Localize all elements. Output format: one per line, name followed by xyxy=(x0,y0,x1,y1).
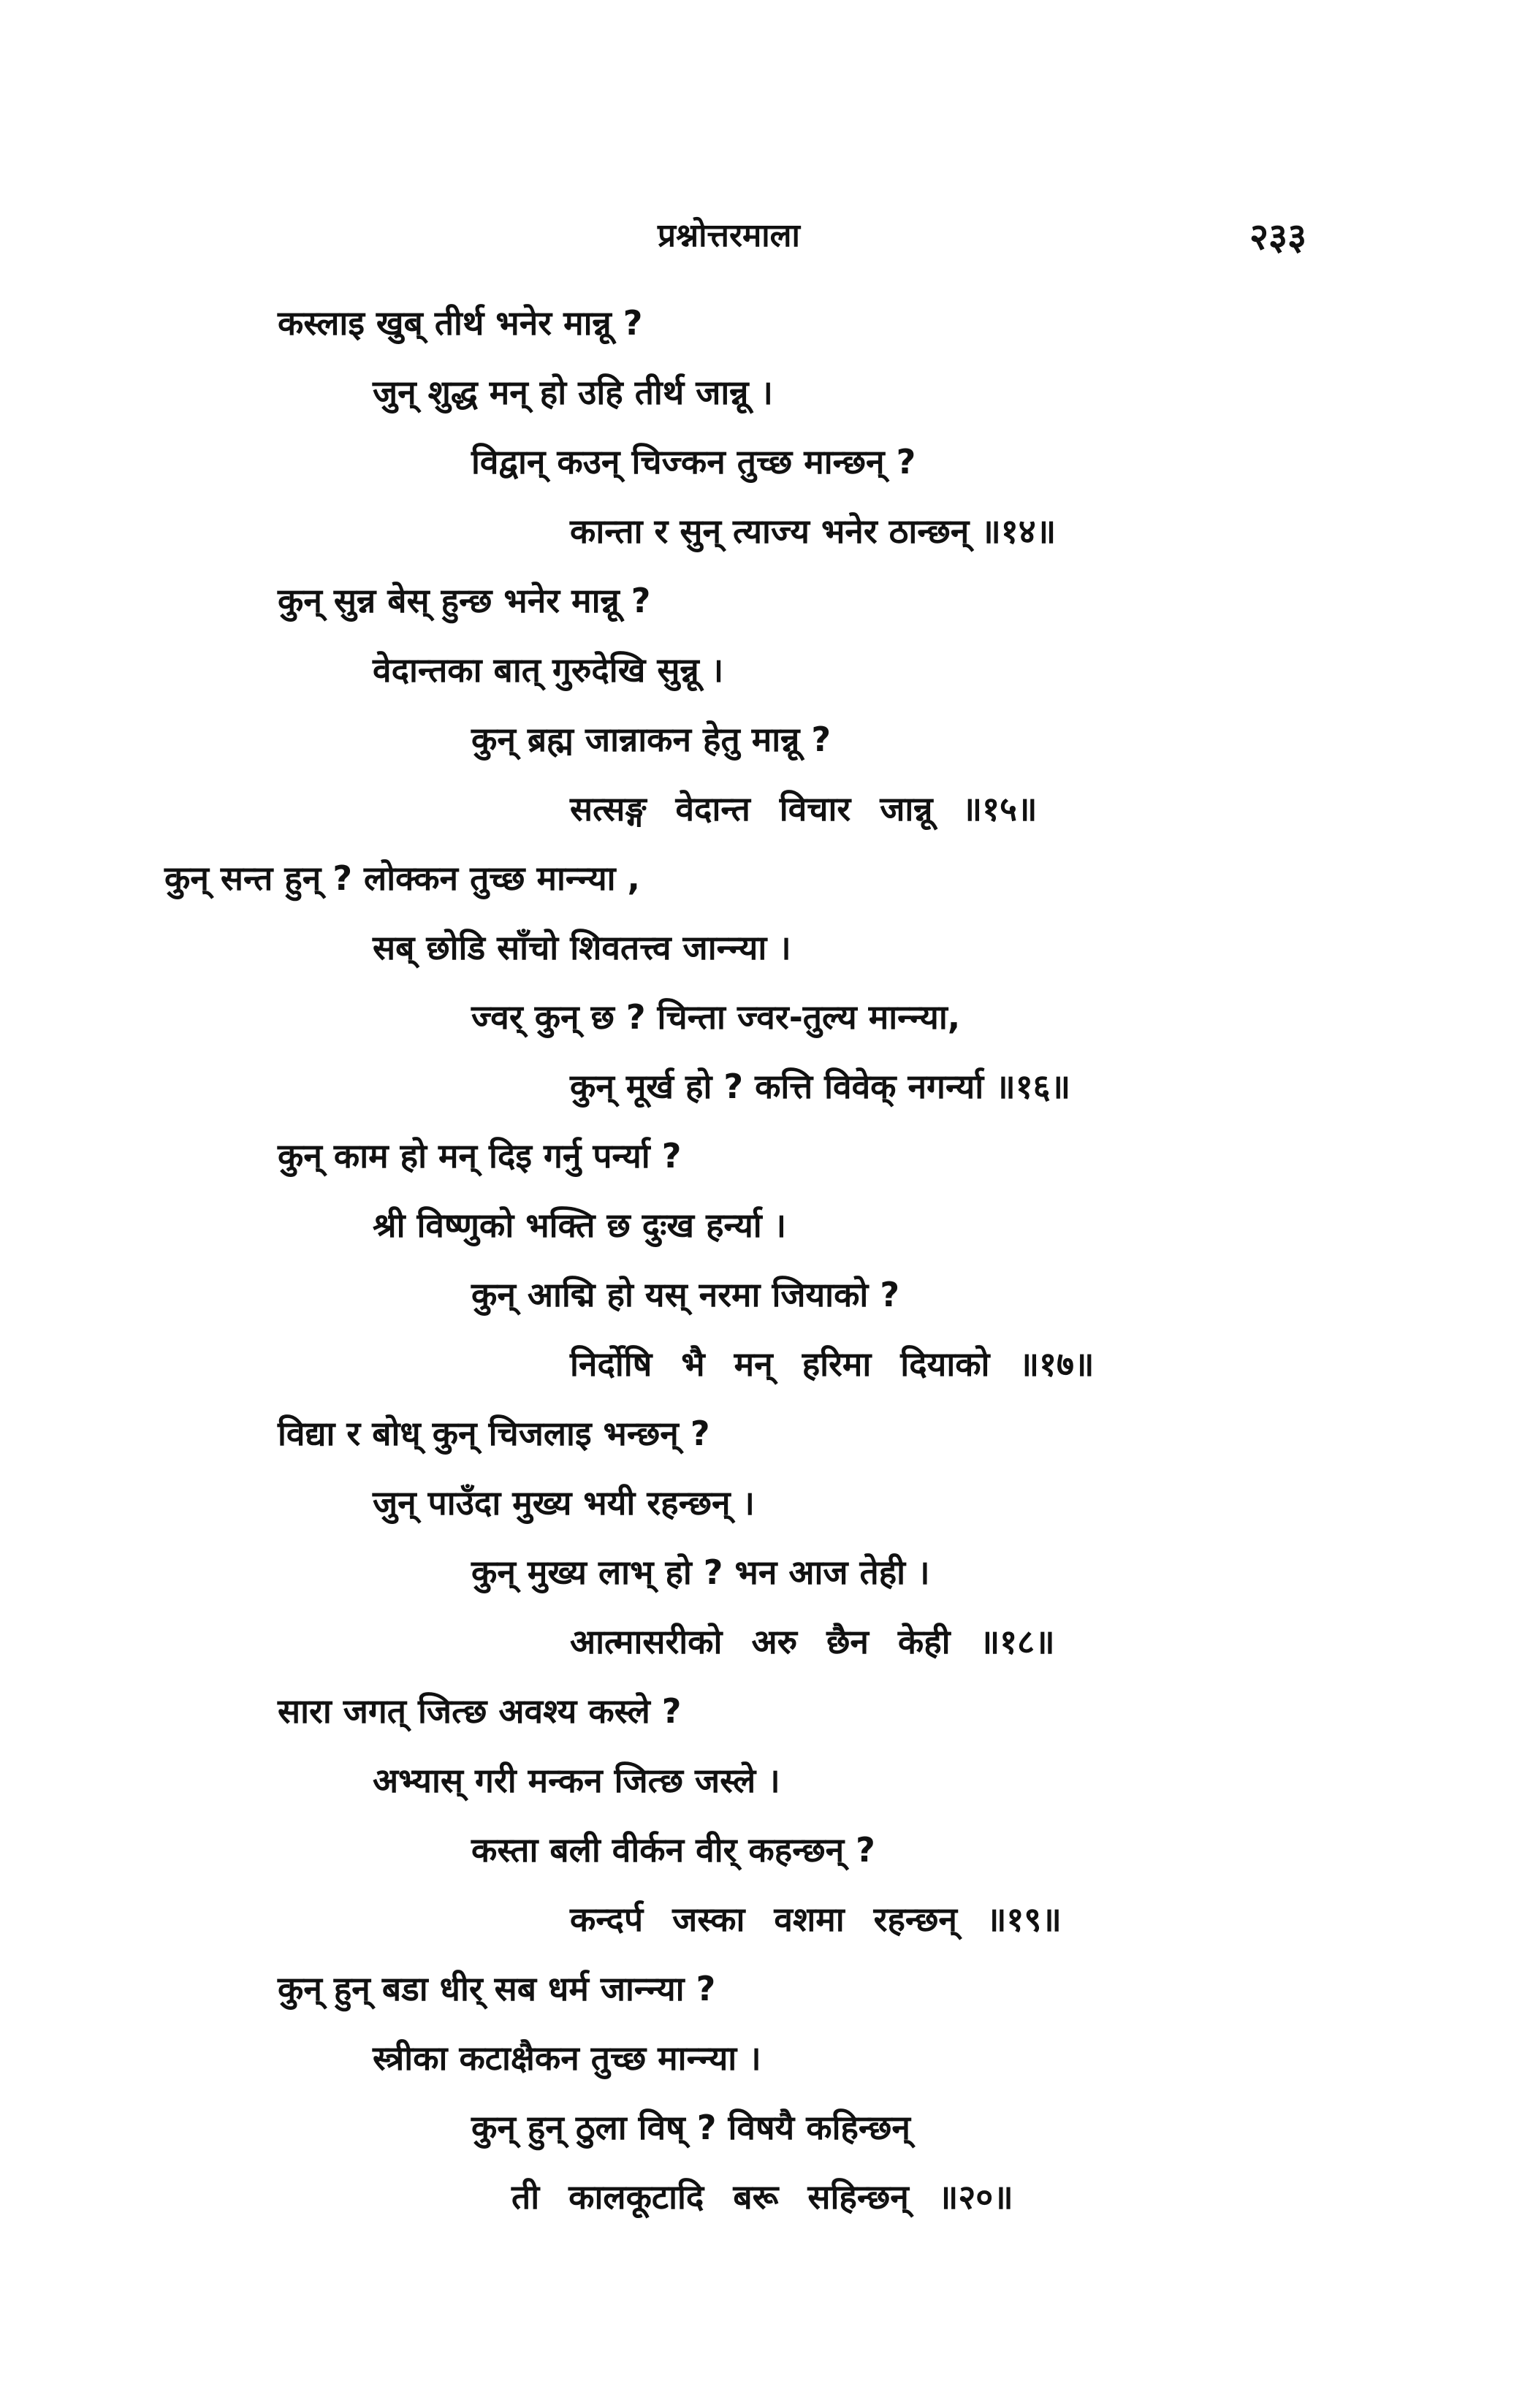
verse-line: कस्लाइ खुब् तीर्थ भनेर मान्नू ? xyxy=(278,303,643,343)
verse-line: कस्ता बली वीर्कन वीर् कहन्छन् ? xyxy=(471,1830,875,1870)
verse-line: सत्सङ्ग वेदान्त विचार जान्नू ॥१५॥ xyxy=(570,789,1038,828)
verse-line: कुन् सुन्न बेस् हुन्छ भनेर मान्नू ? xyxy=(278,581,651,620)
verse-line: विद्वान् कउन् चिज्कन तुच्छ मान्छन् ? xyxy=(471,442,916,481)
verse-line: अभ्यास् गरी मन्कन जित्छ जस्ले । xyxy=(373,1761,780,1800)
verse-line: विद्या र बोध् कुन् चिजलाइ भन्छन् ? xyxy=(278,1414,710,1453)
verse-line: कुन् काम हो मन् दिइ गर्नु पर्न्या ? xyxy=(278,1136,682,1176)
verse-line: ती कालकूटादि बरू सहिन्छन् ॥२०॥ xyxy=(511,2177,1013,2217)
verse-line: कुन् सन्त हुन् ? लोक्कन तुच्छ मान्न्या , xyxy=(164,858,641,898)
verse-line: वेदान्तका बात् गुरुदेखि सुन्नू । xyxy=(373,650,724,690)
verse-line: सब् छोडि साँचो शिवतत्त्व जान्न्या । xyxy=(373,928,791,967)
page-number: २३३ xyxy=(1249,216,1306,258)
verse-line: कुन् हुन् बडा धीर् सब धर्म जान्न्या ? xyxy=(278,1969,716,2008)
verse-line: ज्वर् कुन् छ ? चिन्ता ज्वर-तुल्य मान्न्या, xyxy=(471,997,961,1037)
verse-line: निर्दोषि भै मन् हरिमा दियाको ॥१७॥ xyxy=(570,1344,1095,1384)
verse-line: कन्दर्प जस्का वशमा रहन्छन् ॥१९॥ xyxy=(570,1900,1062,1939)
verse-line: कुन् हुन् ठुला विष् ? विषयै कहिन्छन् xyxy=(471,2108,910,2147)
verse-line: कुन् आद्मि हो यस् नरमा जियाको ? xyxy=(471,1275,900,1314)
verse-line: कान्ता र सुन् त्याज्य भनेर ठान्छन् ॥१४॥ xyxy=(570,511,1057,551)
running-header-title: प्रश्नोत्तरमाला xyxy=(658,217,800,254)
verse-line: जुन् पाउँदा मुख्य भयी रहन्छन् । xyxy=(373,1483,755,1523)
verse-line: स्त्रीका कटाक्षैकन तुच्छ मान्न्या । xyxy=(373,2038,761,2078)
verse-line: कुन् मूर्ख हो ? कत्ति विवेक् नगर्न्या ॥१६॥ xyxy=(570,1067,1071,1106)
verse-line: कुन् ब्रह्म जान्नाकन हेतु मान्नू ? xyxy=(471,720,832,759)
verse-line: श्री विष्णुको भक्ति छ दुःख हर्न्या । xyxy=(373,1205,787,1245)
verse-line: कुन् मुख्य लाभ् हो ? भन आज तेही । xyxy=(471,1552,930,1592)
verse-line: आत्मासरीको अरु छैन केही ॥१८॥ xyxy=(570,1622,1055,1661)
verse-line: सारा जगत् जित्छ अवश्य कस्ले ? xyxy=(278,1691,682,1731)
verse-line: जुन् शुद्ध मन् हो उहि तीर्थ जान्नू । xyxy=(373,373,773,412)
